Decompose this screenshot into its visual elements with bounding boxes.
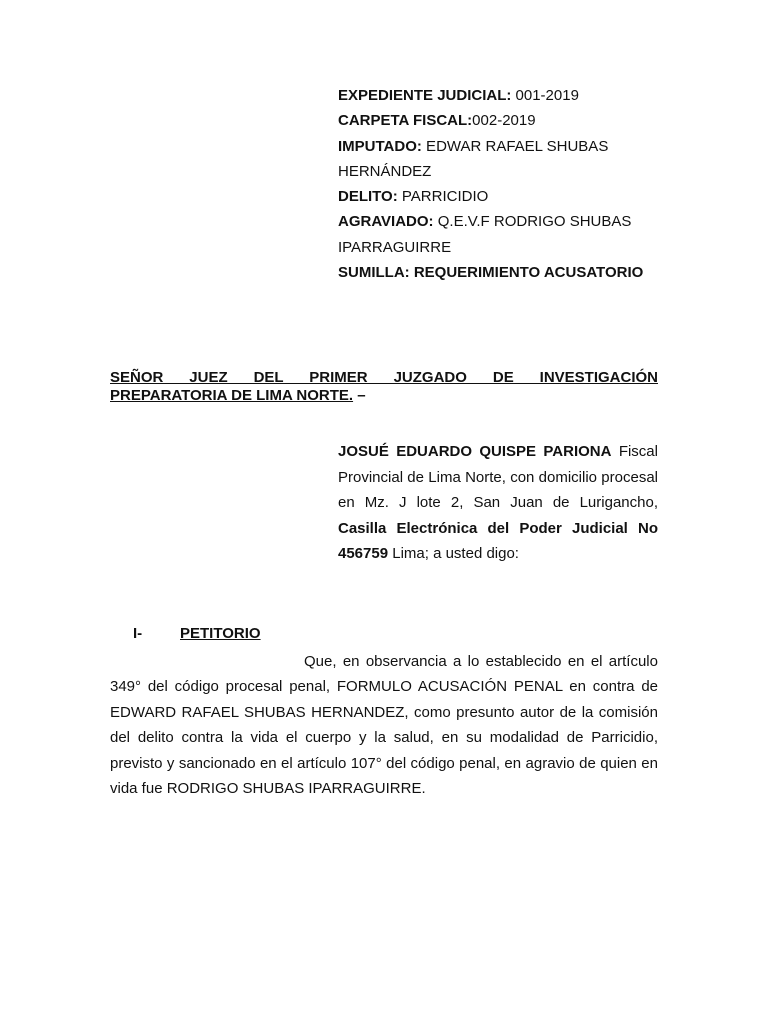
judge-address-court: PREPARATORIA DE LIMA NORTE. (110, 387, 354, 404)
intro-closing: Lima; a usted digo: (388, 545, 519, 563)
delito-label: DELITO: (338, 188, 398, 206)
agraviado-line (338, 209, 668, 260)
petitorio-paragraph: Que, en observancia a lo establecido en el artículo 349° del código procesal penal, FORMULO ACUSACIÓN PENAL en contra de EDWARD RAFAEL SHUBAS HERNANDEZ, como presunto autor de la comisión del delito contra la vida el cuerpo y la salud, en su modalidad de Parricidio, previsto y sancionado en el artículo 107° del código penal, en agravio de quien en vida fue RODRIGO SHUBAS IPARRAGUIRRE. (110, 653, 658, 798)
carpeta-label: CARPETA FISCAL: (338, 112, 473, 130)
section-number: I- (133, 625, 143, 642)
prosecutor-description: Fiscal Provincial de Lima Norte, con domicilio procesal en Mz. J lote 2, San Juan de Lurigancho, (338, 443, 658, 512)
prosecutor-name: JOSUÉ EDUARDO QUISPE PARIONA (338, 443, 612, 460)
sumilla-value: REQUERIMIENTO ACUSATORIO (409, 264, 644, 282)
agraviado-value: Q.E.V.F RODRIGO SHUBAS IPARRAGUIRRE (338, 213, 632, 256)
sumilla-line (338, 260, 668, 285)
imputado-line (338, 134, 668, 185)
expediente-value: 001-2019 (511, 87, 579, 104)
case-header (338, 83, 668, 285)
imputado-value: EDWAR RAFAEL SHUBAS HERNÁNDEZ (338, 137, 609, 180)
section-title: PETITORIO (180, 625, 261, 642)
prosecutor-intro (338, 439, 658, 567)
electronic-mailbox: Casilla Electrónica del Poder Judicial No 456759 (338, 519, 658, 563)
expediente-label: EXPEDIENTE JUDICIAL: (338, 87, 512, 104)
sumilla-label: SUMILLA: (338, 264, 410, 282)
imputado-label: IMPUTADO: (338, 137, 422, 155)
delito-line (338, 184, 668, 209)
agraviado-label: AGRAVIADO: (338, 213, 434, 231)
judge-address-line1: SEÑOR JUEZ DEL PRIMER JUZGADO DE INVESTIGACIÓN (110, 369, 658, 386)
judge-address-line2 (110, 387, 658, 405)
section-heading-petitorio (133, 624, 261, 644)
expediente-line (338, 83, 668, 108)
carpeta-value: 002-2019 (472, 112, 536, 130)
judge-address-dash: – (353, 387, 366, 404)
delito-value: PARRICIDIO (397, 188, 489, 206)
carpeta-line (338, 108, 668, 133)
